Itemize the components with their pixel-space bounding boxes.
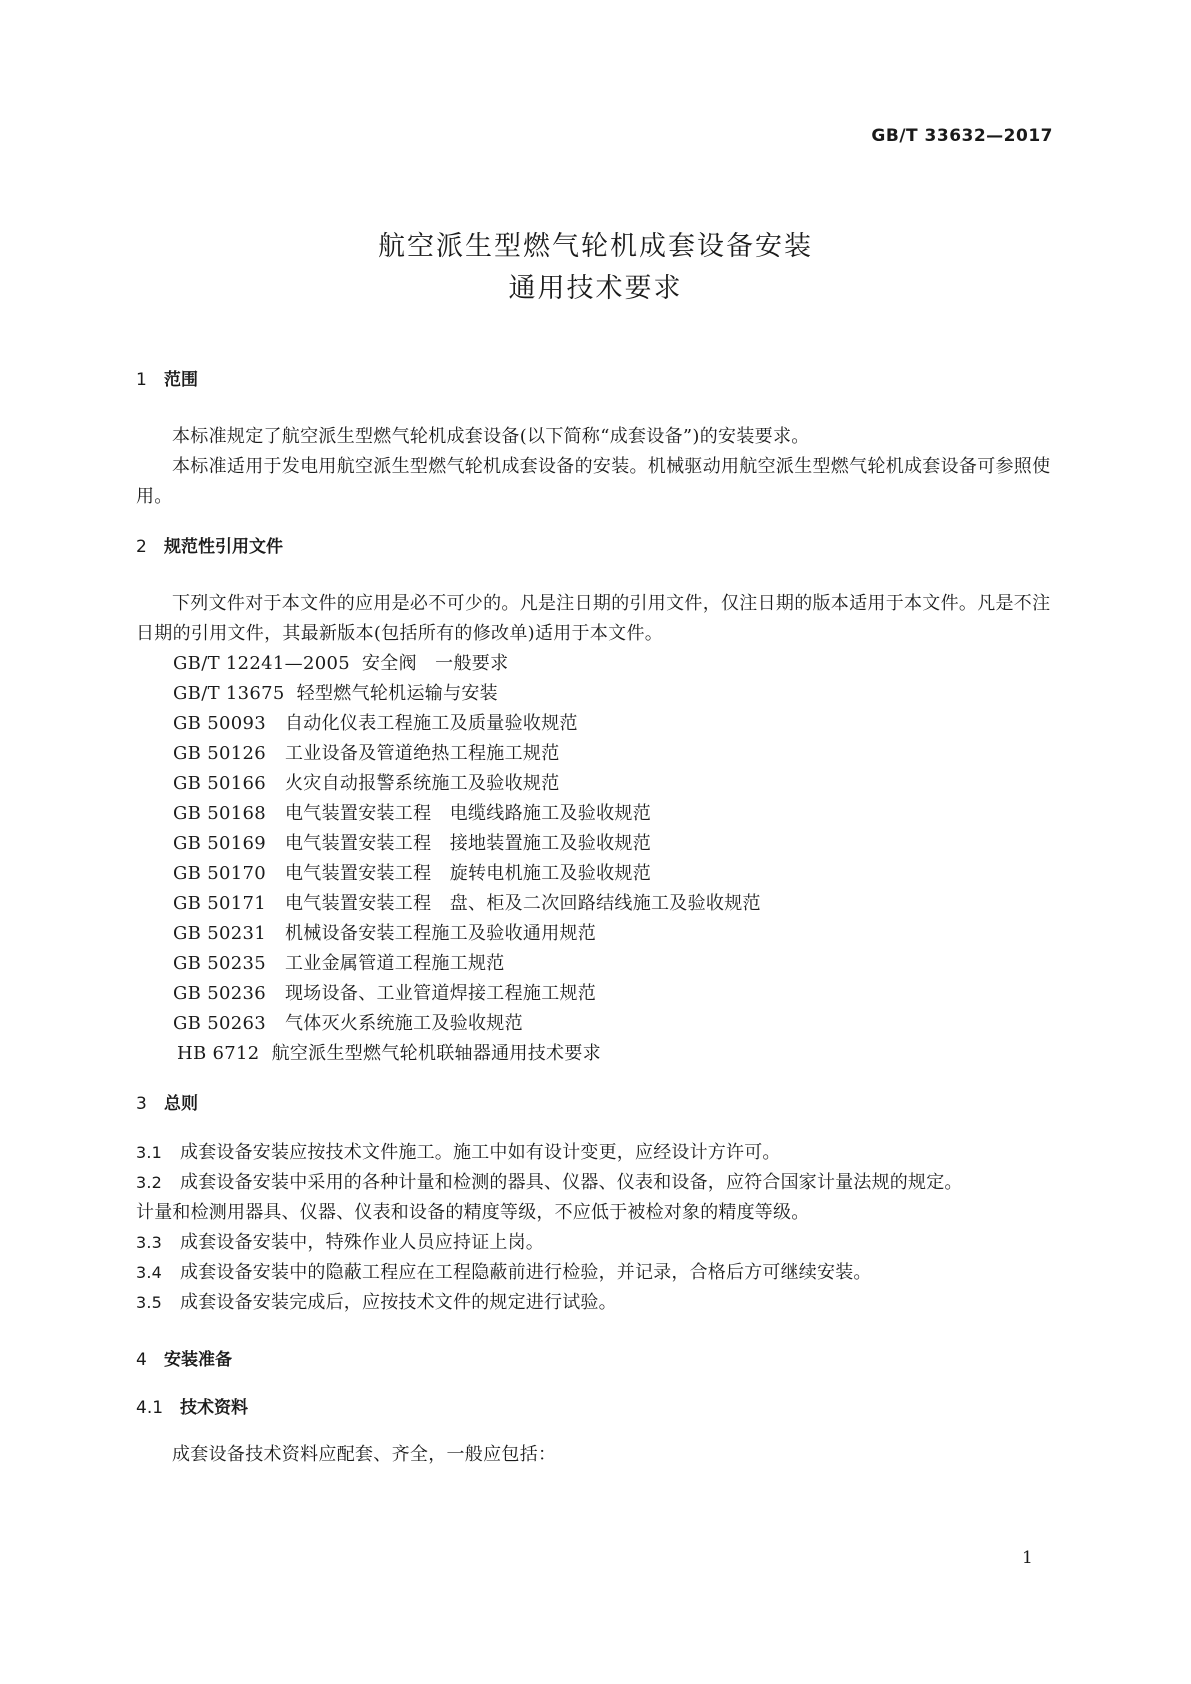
- document-body: [136, 366, 1066, 1470]
- reference-code: GB 50236: [173, 983, 266, 1004]
- reference-item: [136, 859, 1066, 889]
- reference-code: GB 50166: [173, 773, 266, 794]
- reference-code: GB 50171: [173, 893, 266, 914]
- reference-code: GB 50231: [173, 923, 266, 944]
- reference-code: GB/T 12241—2005: [173, 653, 350, 674]
- clause-text: 成套设备安装中的隐蔽工程应在工程隐蔽前进行检验，并记录，合格后方可继续安装。: [180, 1262, 872, 1283]
- reference-item: [136, 709, 1066, 739]
- reference-code: GB 50168: [173, 803, 266, 824]
- clause-number: 3.2: [136, 1173, 163, 1192]
- reference-code: GB 50235: [173, 953, 266, 974]
- standard-code: GB/T 33632—2017: [871, 126, 1053, 146]
- section-title: 规范性引用文件: [164, 537, 283, 557]
- reference-title: 自动化仪表工程施工及质量验收规范: [285, 713, 578, 734]
- reference-code: GB 50093: [173, 713, 266, 734]
- reference-title: 工业金属管道工程施工规范: [285, 953, 505, 974]
- reference-title: 电气装置安装工程 盘、柜及二次回路结线施工及验收规范: [285, 893, 761, 914]
- reference-title: 安全阀 一般要求: [361, 653, 509, 674]
- reference-item: [136, 919, 1066, 949]
- reference-title: 机械设备安装工程施工及验收通用规范: [285, 923, 597, 944]
- title-line-1: 航空派生型燃气轮机成套设备安装: [378, 231, 813, 262]
- reference-title: 气体灭火系统施工及验收规范: [285, 1013, 523, 1034]
- reference-code: HB 6712: [177, 1043, 260, 1064]
- reference-title: 火灾自动报警系统施工及验收规范: [285, 773, 560, 794]
- clause-number: 3.3: [136, 1233, 163, 1252]
- reference-title: 电气装置安装工程 电缆线路施工及验收规范: [285, 803, 651, 824]
- clause-3-1: [136, 1138, 1066, 1168]
- reference-item: [136, 769, 1066, 799]
- reference-item: [136, 949, 1066, 979]
- section-number: 4: [136, 1350, 147, 1370]
- paragraph: 本标准规定了航空派生型燃气轮机成套设备(以下简称“成套设备”)的安装要求。: [172, 426, 810, 447]
- clause-text: 成套设备安装中采用的各种计量和检测的器具、仪器、仪表和设备，应符合国家计量法规的规定。: [180, 1172, 963, 1193]
- clause-number: 3.1: [136, 1143, 163, 1162]
- reference-item: [136, 739, 1066, 769]
- reference-code: GB 50126: [173, 743, 266, 764]
- clause-3-2-continued: 计量和检测用器具、仪器、仪表和设备的精度等级，不应低于被检对象的精度等级。: [136, 1202, 810, 1223]
- clause-3-4: [136, 1258, 1066, 1288]
- clause-text: 成套设备安装应按技术文件施工。施工中如有设计变更，应经设计方许可。: [180, 1142, 781, 1163]
- section-title: 范围: [164, 370, 198, 390]
- reference-item: [136, 979, 1066, 1009]
- reference-title: 电气装置安装工程 接地装置施工及验收规范: [285, 833, 651, 854]
- section-3-heading: [136, 1090, 1066, 1118]
- reference-item: [136, 799, 1066, 829]
- subsection-4-1-heading: [136, 1394, 1066, 1422]
- document-title: [0, 226, 1191, 310]
- reference-code: GB/T 13675: [173, 683, 285, 704]
- reference-item: [136, 889, 1066, 919]
- clause-number: 3.4: [136, 1263, 163, 1282]
- reference-code: GB 50170: [173, 863, 266, 884]
- page-number: 1: [1022, 1548, 1033, 1568]
- clause-text: 成套设备安装中，特殊作业人员应持证上岗。: [180, 1232, 544, 1253]
- paragraph: 下列文件对于本文件的应用是必不可少的。凡是注日期的引用文件，仅注日期的版本适用于本文件。凡是不注日期的引用文件，其最新版本(包括所有的修改单)适用于本文件。: [136, 593, 1051, 644]
- reference-item: [136, 829, 1066, 859]
- reference-item: [136, 1039, 1066, 1069]
- clause-3-2: [136, 1168, 1066, 1198]
- reference-title: 现场设备、工业管道焊接工程施工规范: [285, 983, 597, 1004]
- title-line-2: 通用技术要求: [508, 273, 683, 304]
- reference-title: 电气装置安装工程 旋转电机施工及验收规范: [285, 863, 651, 884]
- section-number: 2: [136, 537, 147, 557]
- section-number: 1: [136, 370, 147, 390]
- section-2-heading: [136, 533, 1066, 561]
- paragraph: 成套设备技术资料应配套、齐全，一般应包括：: [172, 1444, 557, 1465]
- clause-number: 3.5: [136, 1293, 163, 1312]
- reference-code: GB 50263: [173, 1013, 266, 1034]
- section-title: 安装准备: [164, 1350, 232, 1370]
- reference-title: 工业设备及管道绝热工程施工规范: [285, 743, 560, 764]
- reference-item: [136, 1009, 1066, 1039]
- section-4-heading: [136, 1346, 1066, 1374]
- reference-item: [136, 649, 1066, 679]
- subsection-title: 技术资料: [180, 1398, 248, 1418]
- reference-title: 轻型燃气轮机运输与安装: [296, 683, 498, 704]
- paragraph: 本标准适用于发电用航空派生型燃气轮机成套设备的安装。机械驱动用航空派生型燃气轮机成套设备可参照使用。: [136, 456, 1051, 507]
- subsection-number: 4.1: [136, 1398, 164, 1418]
- section-title: 总则: [164, 1094, 198, 1114]
- clause-3-3: [136, 1228, 1066, 1258]
- clause-text: 成套设备安装完成后，应按技术文件的规定进行试验。: [180, 1292, 617, 1313]
- reference-code: GB 50169: [173, 833, 266, 854]
- section-1-heading: [136, 366, 1066, 394]
- clause-3-5: [136, 1288, 1066, 1318]
- reference-title: 航空派生型燃气轮机联轴器通用技术要求: [271, 1043, 601, 1064]
- section-number: 3: [136, 1094, 147, 1114]
- reference-item: [136, 679, 1066, 709]
